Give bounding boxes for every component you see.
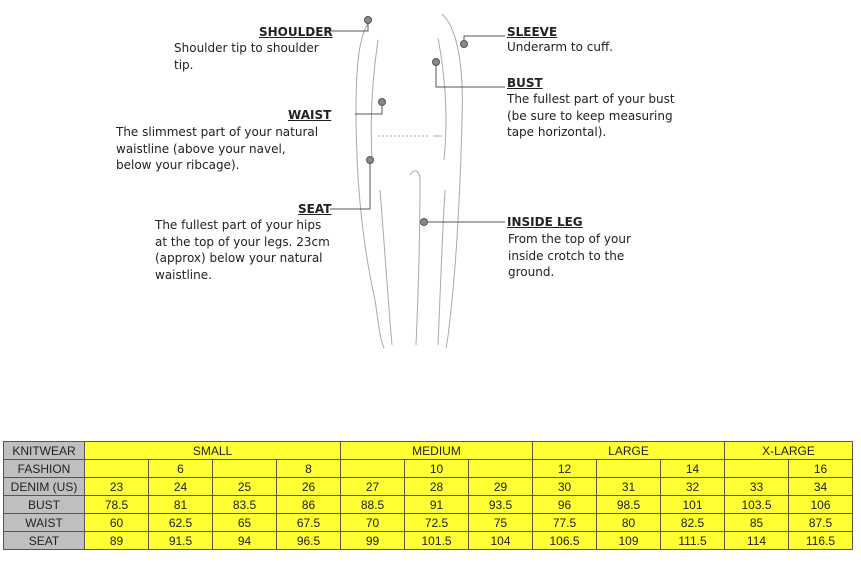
table-header-row: [4, 442, 853, 460]
inside-leg-point: [421, 219, 428, 226]
table-cell: [469, 460, 533, 478]
size-chart-table: [3, 441, 853, 550]
inside-leg-title: INSIDE LEG: [507, 215, 583, 229]
table-cell: 91: [405, 496, 469, 514]
bust-description: The fullest part of your bust (be sure to keep measuring tape horizontal).: [507, 92, 675, 139]
row-header: WAIST: [4, 514, 85, 532]
inner-leg: [410, 171, 420, 345]
table-row: [4, 460, 853, 478]
table-cell: 93.5: [469, 496, 533, 514]
seat-point: [367, 157, 374, 164]
table-cell: 83.5: [213, 496, 277, 514]
table-cell: 67.5: [277, 514, 341, 532]
table-cell: 25: [213, 478, 277, 496]
waist-leader: [355, 102, 382, 114]
table-cell: 88.5: [341, 496, 405, 514]
sleeve-description: Underarm to cuff.: [507, 40, 614, 54]
waist-title: WAIST: [288, 108, 332, 122]
table-cell: 31: [597, 478, 661, 496]
table-cell: 27: [341, 478, 405, 496]
shoulder-point: [365, 17, 372, 24]
table-cell: 103.5: [725, 496, 789, 514]
table-row: [4, 496, 853, 514]
table-cell: 77.5: [533, 514, 597, 532]
table-cell: 28: [405, 478, 469, 496]
seat-title: SEAT: [298, 202, 332, 216]
table-cell: 98.5: [597, 496, 661, 514]
table-cell: 91.5: [149, 532, 213, 550]
table-cell: 111.5: [661, 532, 725, 550]
table-cell: 72.5: [405, 514, 469, 532]
table-cell: 89: [85, 532, 149, 550]
table-cell: 94: [213, 532, 277, 550]
seat-leader: [330, 160, 370, 209]
table-cell: 101.5: [405, 532, 469, 550]
table-cell: [213, 460, 277, 478]
sleeve-point: [461, 41, 468, 48]
size-group-small: SMALL: [85, 442, 341, 460]
leg-right: [438, 190, 445, 345]
table-cell: 101: [661, 496, 725, 514]
table-cell: 16: [789, 460, 853, 478]
table-cell: [597, 460, 661, 478]
figure-outline-right: [442, 14, 462, 348]
table-cell: 96.5: [277, 532, 341, 550]
table-cell: 24: [149, 478, 213, 496]
bust-point: [433, 59, 440, 66]
row-header: FASHION: [4, 460, 85, 478]
seat-description: The fullest part of your hips at the top of your legs. 23cm (approx) below your natural waistline.: [155, 218, 330, 282]
table-cell: 87.5: [789, 514, 853, 532]
table-cell: 30: [533, 478, 597, 496]
row-header: KNITWEAR: [4, 442, 85, 460]
waist-description: The slimmest part of your natural waistline (above your navel, below your ribcage).: [116, 125, 319, 172]
waist-point: [379, 99, 386, 106]
bust-title: BUST: [507, 76, 543, 90]
table-cell: 26: [277, 478, 341, 496]
table-row: [4, 514, 853, 532]
table-cell: 81: [149, 496, 213, 514]
table-cell: 34: [789, 478, 853, 496]
shoulder-description: Shoulder tip to shoulder tip.: [174, 41, 319, 72]
table-cell: 78.5: [85, 496, 149, 514]
table-cell: 114: [725, 532, 789, 550]
inside-leg-description: From the top of your inside crotch to the ground.: [508, 232, 631, 279]
size-group-large: LARGE: [533, 442, 725, 460]
table-cell: 75: [469, 514, 533, 532]
shoulder-leader: [327, 20, 368, 31]
shoulder-title: SHOULDER: [259, 25, 333, 39]
table-cell: 86: [277, 496, 341, 514]
table-cell: 60: [85, 514, 149, 532]
table-cell: 85: [725, 514, 789, 532]
table-cell: [85, 460, 149, 478]
table-cell: 8: [277, 460, 341, 478]
table-cell: [725, 460, 789, 478]
table-cell: 23: [85, 478, 149, 496]
table-cell: 80: [597, 514, 661, 532]
bust-leader: [436, 62, 505, 87]
table-cell: 33: [725, 478, 789, 496]
table-cell: 65: [213, 514, 277, 532]
table-cell: 6: [149, 460, 213, 478]
size-group-medium: MEDIUM: [341, 442, 533, 460]
sleeve-title: SLEEVE: [507, 25, 558, 39]
table-cell: 10: [405, 460, 469, 478]
table-cell: 104: [469, 532, 533, 550]
table-cell: 14: [661, 460, 725, 478]
table-cell: 106: [789, 496, 853, 514]
table-cell: 12: [533, 460, 597, 478]
row-header: SEAT: [4, 532, 85, 550]
table-cell: 32: [661, 478, 725, 496]
table-cell: 106.5: [533, 532, 597, 550]
leg-left: [380, 190, 392, 345]
table-cell: 116.5: [789, 532, 853, 550]
table-cell: 29: [469, 478, 533, 496]
table-cell: 62.5: [149, 514, 213, 532]
table-row: [4, 478, 853, 496]
arm-left: [371, 40, 378, 160]
size-group-x-large: X-LARGE: [725, 442, 853, 460]
table-cell: 82.5: [661, 514, 725, 532]
row-header: BUST: [4, 496, 85, 514]
table-row: [4, 532, 853, 550]
table-cell: 99: [341, 532, 405, 550]
table-cell: 96: [533, 496, 597, 514]
sleeve-leader: [464, 36, 505, 44]
row-header: DENIM (US): [4, 478, 85, 496]
arm-right: [438, 38, 446, 160]
table-cell: 109: [597, 532, 661, 550]
table-cell: 70: [341, 514, 405, 532]
table-cell: [341, 460, 405, 478]
